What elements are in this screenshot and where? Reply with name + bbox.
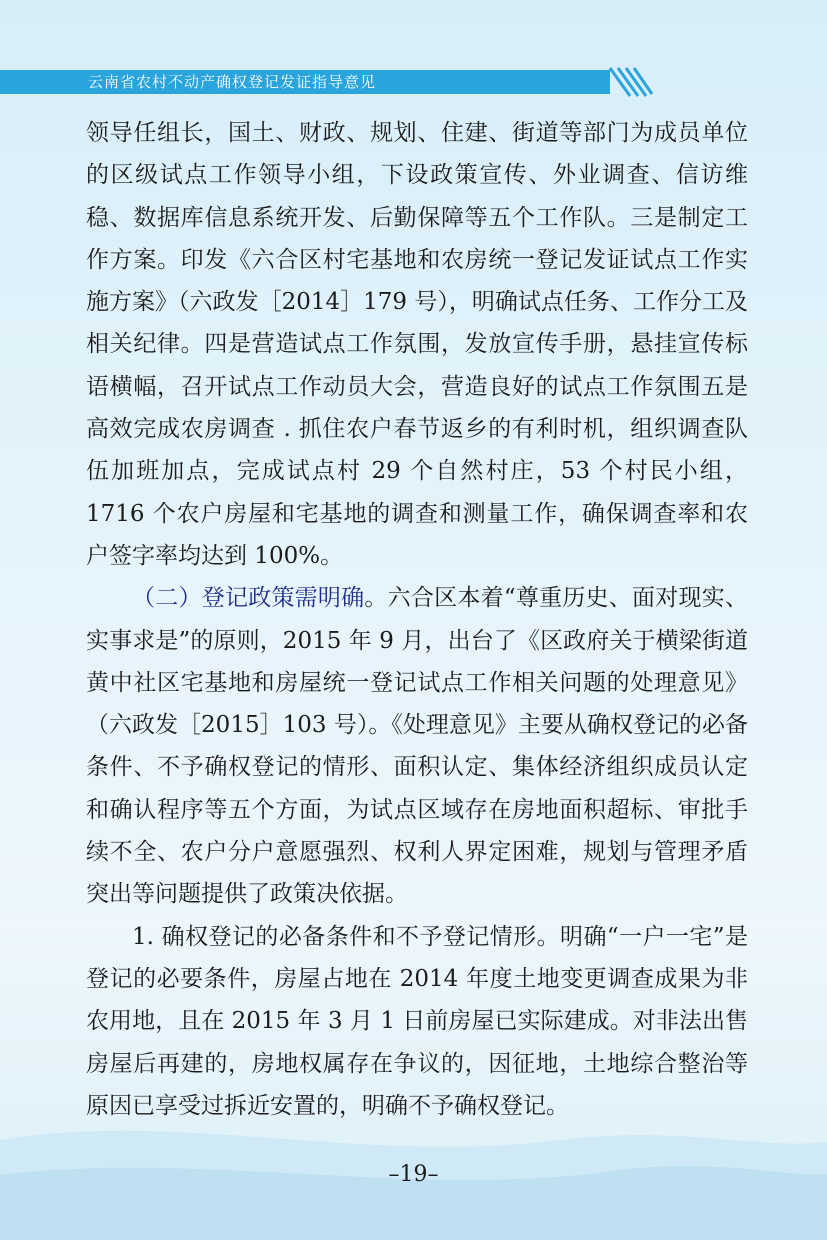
header-title: 云南省农村不动产确权登记发证指导意见 xyxy=(88,73,377,91)
paragraph-1: 领导任组长，国土、财政、规划、住建、街道等部门为成员单位的区级试点工作领导小组，下设政策宣传、外业调查、信访维稳、数据库信息系统开发、后勤保障等五个工作队。三是制定工作方案。印发《六合区村宅基地和农房统一登记发证试点工作实施方案》（六政发［2014］179 号），明确试点任务、工作分工及相关纪律。四是营造试点工作氛围，发放宣传手册，悬挂宣传标语横幅，召开试点工作动员大会，营造良好的试点工作氛围五是高效完成农房调查 . 抓住农户春节返乡的有利时机，组织调查队伍加班加点，完成试点村 29 个自然村庄，53 个村民小组，1716 个农户房屋和宅基地的调查和测量工作，确保调查率和农户签字率均达到 100%。 xyxy=(86,120,748,569)
paragraph-2 xyxy=(86,577,748,915)
section-heading: （二）登记政策需明确 xyxy=(132,585,365,612)
page-number: –19– xyxy=(388,1162,439,1187)
paragraph-2-text: 。六合区本着“尊重历史、面对现实、实事求是”的原则，2015 年 9 月，出台了《区政府关于横梁街道黄中社区宅基地和房屋统一登记试点工作相关问题的处理意见》（六政发［2015］103 号）。《处理意见》主要从确权登记的必备条件、不予确权登记的情形、面积认定、集体经济组织成员认定和确认程序等五个方面，为试点区域存在房地面积超标、审批手续不全、农户分户意愿强烈、权利人界定困难，规划与管理矛盾突出等问题提供了政策决依据。 xyxy=(86,585,749,908)
header-stripes-decoration xyxy=(606,66,654,98)
paragraph-3: 1. 确权登记的必备条件和不予登记情形。明确“一户一宅”是登记的必要条件，房屋占地在 2014 年度土地变更调查成果为非农用地，且在 2015 年 3 月 1 日前房屋已实际建成。对非法出售房屋后再建的，房地权属存在争议的，因征地，土地综合整治等原因已享受过拆近安置的，明确不予确权登记。 xyxy=(86,923,748,1119)
document-body xyxy=(86,112,748,1127)
